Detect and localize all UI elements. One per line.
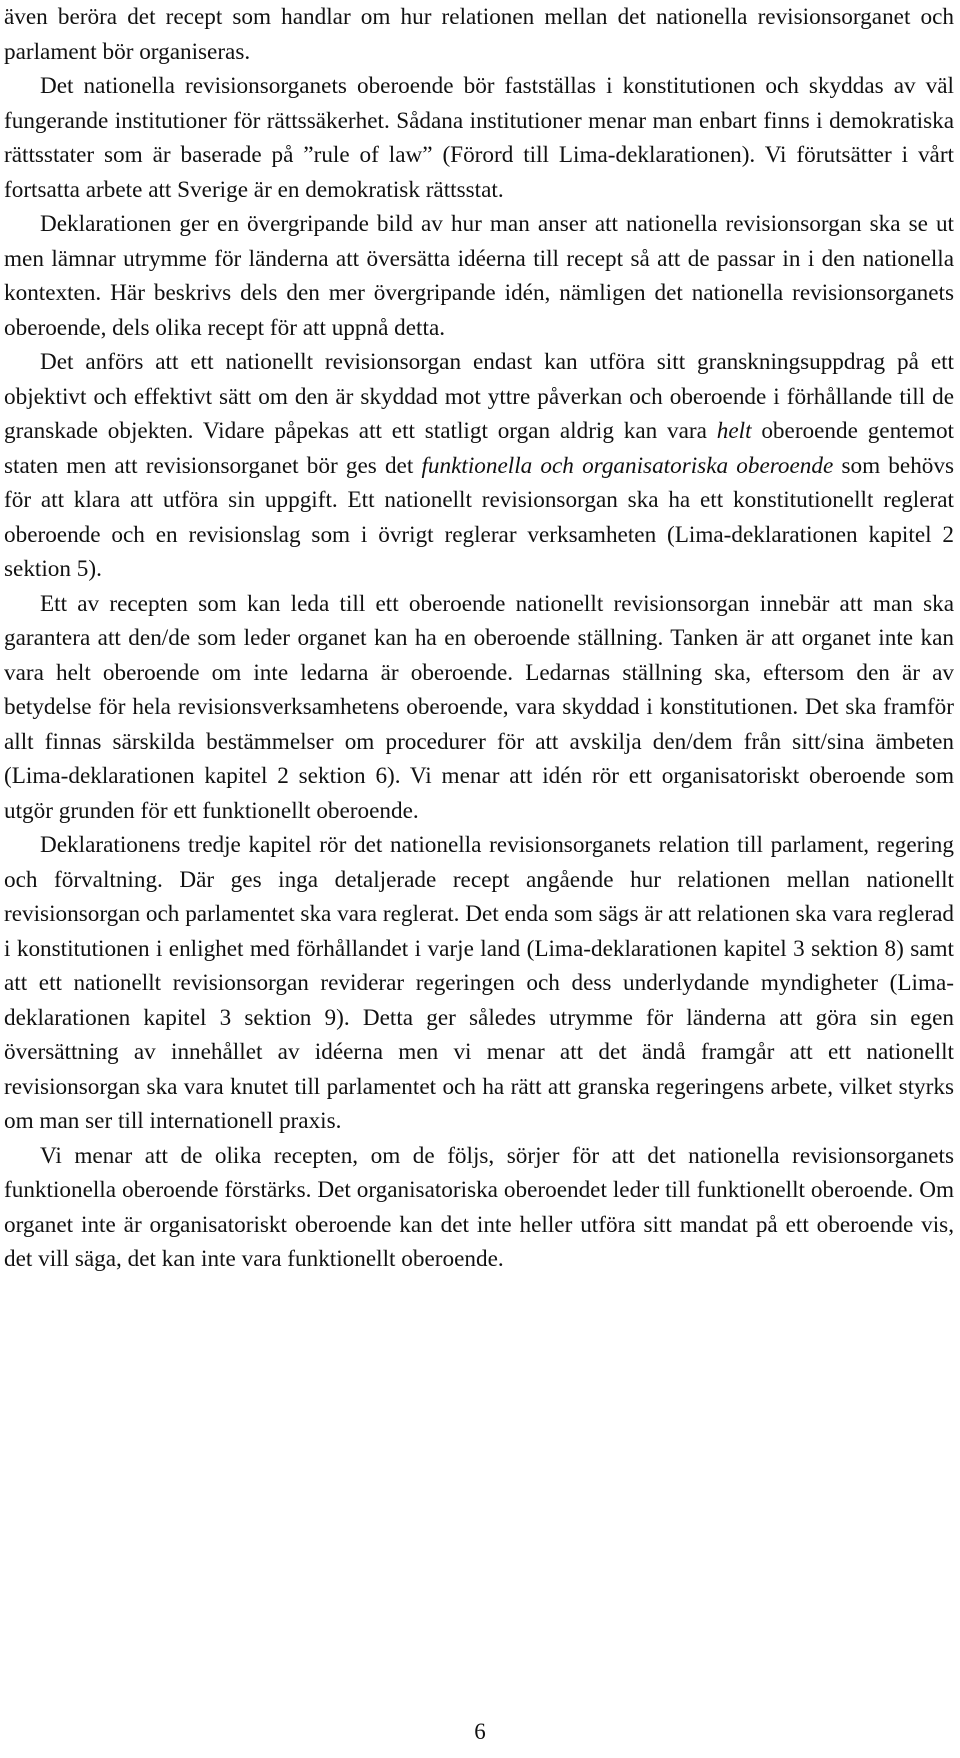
paragraph-6-text: Deklarationens tredje kapitel rör det nationella revisionsorganets relation till parlament, regering och förvaltning. Där ges inga detaljerade recept angående hur relationen mellan nationellt revisionsorgan och parlamentet ska vara reglerat. Det enda som sägs är att relationen ska vara reglerad i konstitutionen i enlighet med förhållandet i varje land (Lima-deklarationen kapitel 3 sektion 8) samt att ett nationellt revisionsorgan reviderar regeringen och dess underlydande myndigheter (Lima-deklarationen kapitel 3 sektion 9). Detta ger således utrymme för länderna att göra sin egen översättning av innehållet av idéerna men vi menar att det ändå framgår att ett nationellt revisionsorgan ska vara knutet till parlamentet och ha rätt att granska regeringens arbete, vilket styrks om man ser till internationell praxis.: [4, 832, 954, 1134]
paragraph-3: [4, 207, 954, 345]
paragraph-3-text: Deklarationen ger en övergripande bild av hur man anser att nationella revisionsorgan ska se ut men lämnar utrymme för länderna att översätta idéerna till recept så att de passar in i den nationella kontexten. Här beskrivs dels den mer övergripande idén, nämligen det nationella revisionsorganets oberoende, dels olika recept för att uppnå detta.: [4, 211, 954, 341]
paragraph-6: [4, 828, 954, 1139]
paragraph-4-text-c: som behövs för att klara att utföra sin uppgift. Ett nationellt revisionsorgan ska ha ett konstitutionellt reglerat oberoende och en revisionslag som i övrigt reglerar verksamheten (Lima-deklarationen kapitel 2 sektion 5).: [4, 452, 954, 582]
paragraph-7-text: Vi menar att de olika recepten, om de följs, sörjer för att det nationella revisionsorganets funktionella oberoende förstärks. Det organisatoriska oberoendet leder till funktionellt oberoende. Om organet inte är organisatoriskt oberoende kan det inte heller utföra sitt mandat på ett oberoende vis, det vill säga, det kan inte vara funktionellt oberoende.: [4, 1142, 954, 1272]
paragraph-1: [4, 0, 954, 69]
paragraph-5: [4, 587, 954, 829]
paragraph-4-text-a: Det anförs att ett nationellt revisionsorgan endast kan utföra sitt granskningsuppdrag på ett objektivt och effektivt sätt om den är skyddad mot yttre påverkan och oberoende i förhållande till de granskade objekten. Vidare påpekas att ett statligt organ aldrig kan vara: [4, 349, 954, 444]
paragraph-2-text: Det nationella revisionsorganets oberoende bör fastställas i konstitutionen och skyddas av väl fungerande institutioner för rättssäkerhet. Sådana institutioner menar man enbart finns i demokratiska rättsstater som är baserade på ”rule of law” (Förord till Lima-deklarationen). Vi förutsätter i vårt fortsatta arbete att Sverige är en demokratisk rättsstat.: [4, 73, 954, 203]
paragraph-4-emphasis-oberoende: funktionella och organisatoriska oberoende: [421, 452, 834, 479]
paragraph-4: [4, 345, 954, 587]
paragraph-2: [4, 69, 954, 207]
paragraph-1-text: även beröra det recept som handlar om hur relationen mellan det nationella revisionsorganet och parlament bör organiseras.: [4, 4, 954, 65]
page-number: 6: [474, 1719, 486, 1744]
paragraph-5-text: Ett av recepten som kan leda till ett oberoende nationellt revisionsorgan innebär att man ska garantera att den/de som leder organet kan ha en oberoende ställning. Tanken är att organet inte kan vara helt oberoende om inte ledarna är oberoende. Ledarnas ställning ska, eftersom den är av betydelse för hela revisionsverksamhetens oberoende, vara skyddad i konstitutionen. Det ska framför allt finnas särskilda bestämmelser om procedurer för att avskilja den/dem från sitt/sina ämbeten (Lima-deklarationen kapitel 2 sektion 6). Vi menar att idén rör ett organisatoriskt oberoende som utgör grunden för ett funktionellt oberoende.: [4, 590, 954, 824]
paragraph-7: [4, 1139, 954, 1277]
paragraph-4-text-b: oberoende gentemot staten men att revisionsorganet bör ges det: [4, 418, 954, 479]
body-text: [4, 0, 954, 1277]
paragraph-4-emphasis-helt: helt: [716, 418, 752, 444]
